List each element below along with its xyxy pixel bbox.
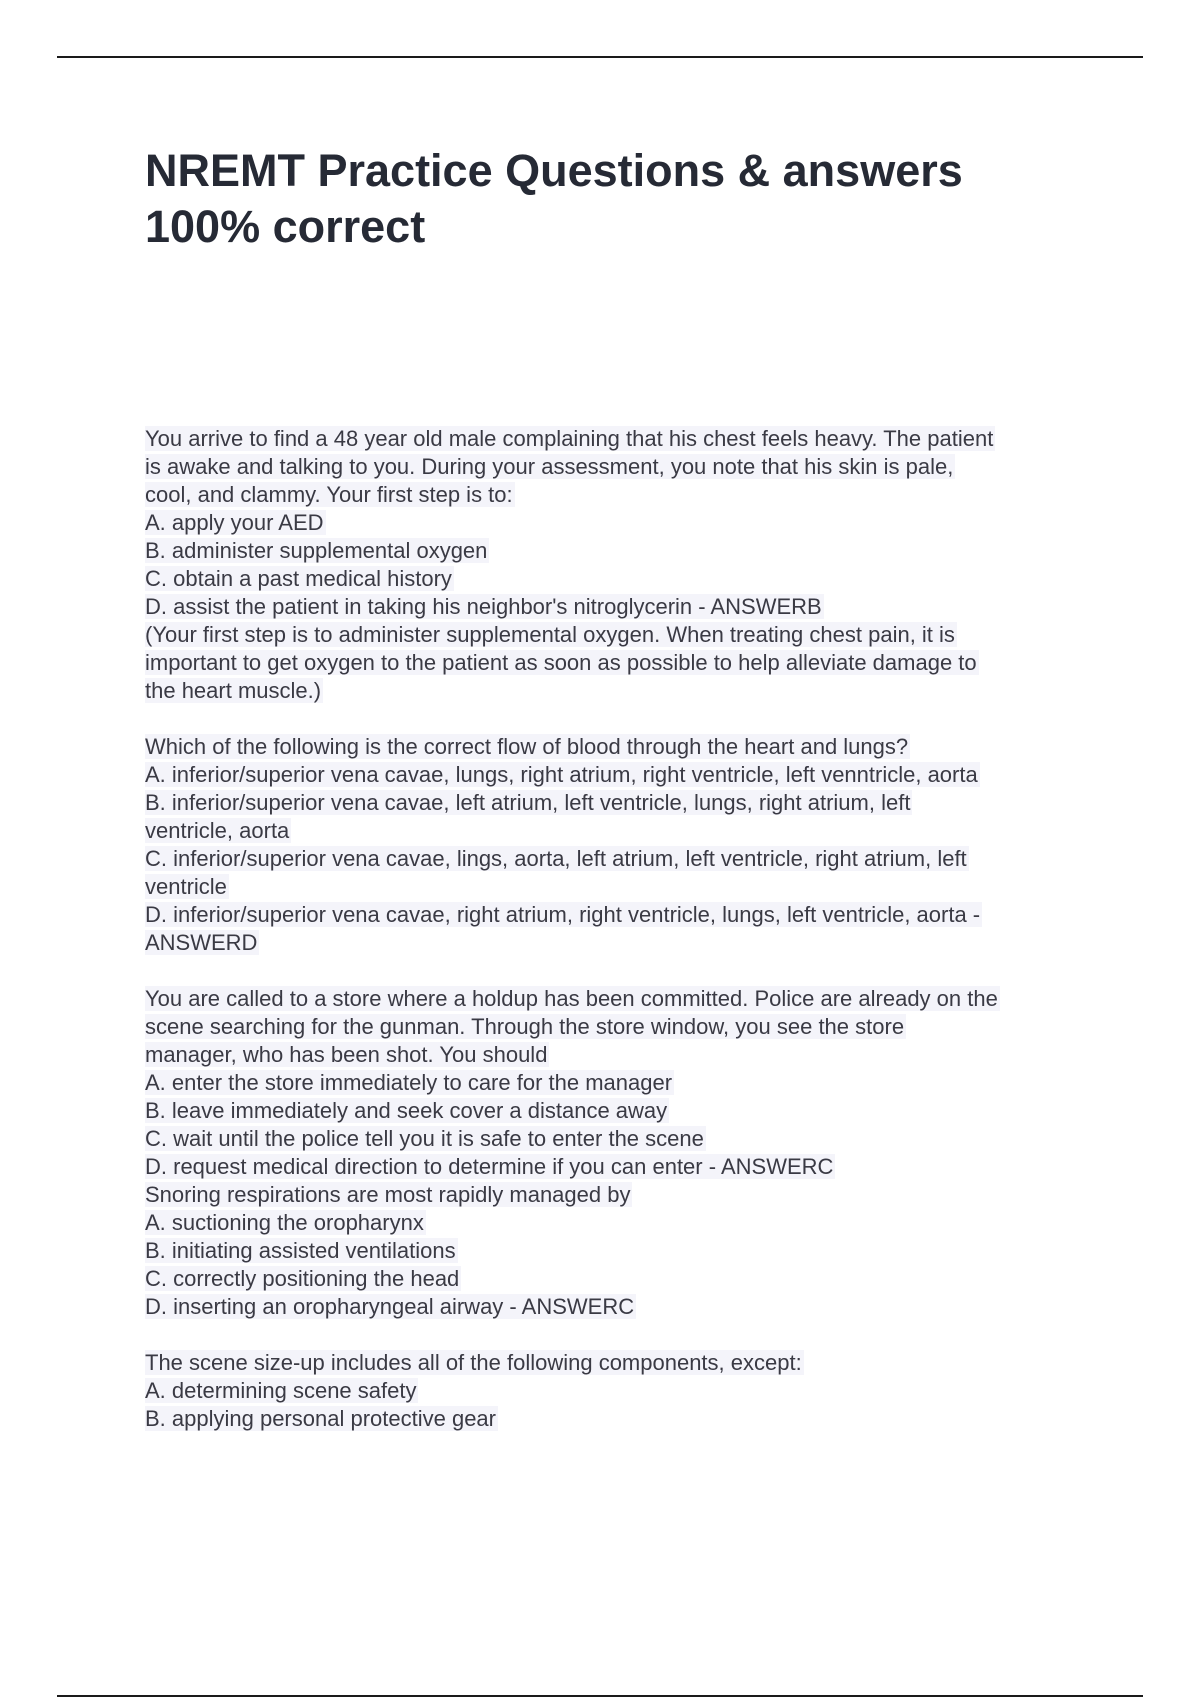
answer-option: D. inserting an oropharyngeal airway - ANSWERC (145, 1294, 635, 1319)
answer-option: A. apply your AED (145, 510, 324, 535)
answer-option: A. inferior/superior vena cavae, lungs, right atrium, right ventricle, left venntricle, aorta (145, 762, 978, 787)
answer-option: B. inferior/superior vena cavae, left atrium, left ventricle, lungs, right atrium, left (145, 790, 911, 815)
answer-option: D. assist the patient in taking his neighbor's nitroglycerin - ANSWERB (145, 594, 822, 619)
text-line: You are called to a store where a holdup has been committed. Police are already on the (145, 986, 998, 1011)
answer-option: A. determining scene safety (145, 1378, 417, 1403)
text-line: cool, and clammy. Your first step is to: (145, 482, 513, 507)
answer-option: B. applying personal protective gear (145, 1406, 496, 1431)
answer-option: A. enter the store immediately to care for the manager (145, 1070, 673, 1095)
question-block-3 (145, 985, 1105, 1321)
text-line: scene searching for the gunman. Through the store window, you see the store (145, 1014, 905, 1039)
question-block-2 (145, 733, 1105, 957)
answer-option: C. obtain a past medical history (145, 566, 452, 591)
answer-option: B. leave immediately and seek cover a distance away (145, 1098, 668, 1123)
text-line: Which of the following is the correct flow of blood through the heart and lungs? (145, 734, 909, 759)
question-block-4 (145, 1349, 1105, 1433)
top-rule (57, 56, 1143, 58)
text-line: Snoring respirations are most rapidly managed by (145, 1182, 631, 1207)
answer-option: D. inferior/superior vena cavae, right atrium, right ventricle, lungs, left ventricle, aorta - (145, 902, 981, 927)
answer-option: ventricle, aorta (145, 818, 290, 843)
answer-option: C. correctly positioning the head (145, 1266, 460, 1291)
explanation-line: important to get oxygen to the patient as soon as possible to help alleviate damage to (145, 650, 977, 675)
question-block-1 (145, 425, 1105, 705)
text-line: You arrive to find a 48 year old male complaining that his chest feels heavy. The patient (145, 426, 994, 451)
text-line: manager, who has been shot. You should (145, 1042, 548, 1067)
answer-option: C. inferior/superior vena cavae, lings, aorta, left atrium, left ventricle, right atrium, left (145, 846, 967, 871)
answer-option: ANSWERD (145, 930, 258, 955)
title-line-2: 100% correct (145, 201, 426, 252)
document-title (145, 143, 1105, 255)
bottom-rule (57, 1695, 1143, 1697)
text-line: is awake and talking to you. During your assessment, you note that his skin is pale, (145, 454, 954, 479)
answer-option: A. suctioning the oropharynx (145, 1210, 424, 1235)
document-body (145, 425, 1105, 1433)
answer-option: ventricle (145, 874, 227, 899)
answer-option: B. initiating assisted ventilations (145, 1238, 456, 1263)
explanation-line: (Your first step is to administer supplemental oxygen. When treating chest pain, it is (145, 622, 955, 647)
answer-option: B. administer supplemental oxygen (145, 538, 488, 563)
text-line: The scene size-up includes all of the following components, except: (145, 1350, 802, 1375)
title-line-1: NREMT Practice Questions & answers (145, 145, 963, 196)
answer-option: D. request medical direction to determine if you can enter - ANSWERC (145, 1154, 834, 1179)
explanation-line: the heart muscle.) (145, 678, 322, 703)
answer-option: C. wait until the police tell you it is safe to enter the scene (145, 1126, 704, 1151)
